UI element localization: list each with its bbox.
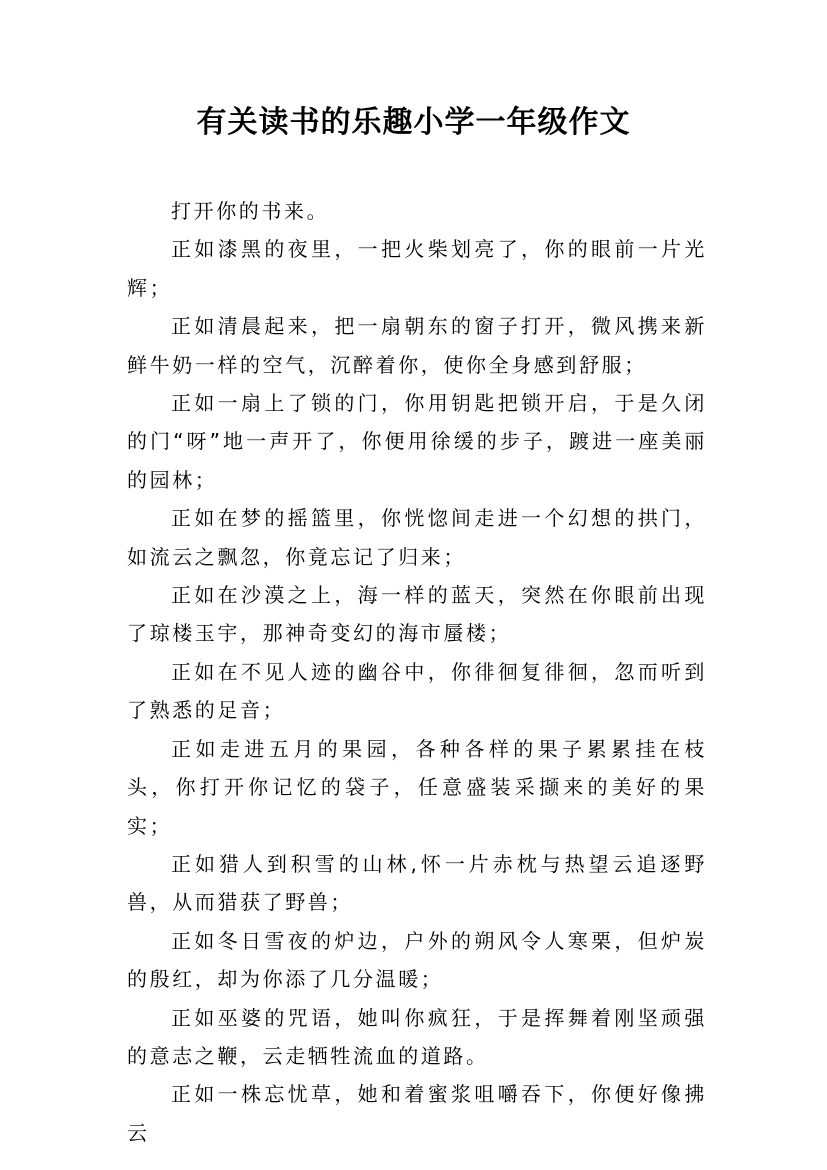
paragraph: 正如在不见人迹的幽谷中，你徘徊复徘徊，忽而听到了熟悉的足音； xyxy=(127,659,707,723)
paragraph: 正如清晨起来，把一扇朝东的窗子打开，微风携来新鲜牛奶一样的空气，沉醉着你，使你全身感到舒服； xyxy=(127,314,707,377)
document-title: 有关读书的乐趣小学一年级作文 xyxy=(196,105,631,140)
paragraph: 正如一株忘忧草，她和着蜜浆咀嚼吞下，你便好像拂云 xyxy=(127,1082,707,1145)
paragraph: 正如在沙漠之上，海一样的蓝天，突然在你眼前出现了琼楼玉宇，那神奇变幻的海市蜃楼； xyxy=(127,583,707,646)
paragraph: 正如冬日雪夜的炉边，户外的朔风令人寒栗，但炉炭的殷红，却为你添了几分温暖； xyxy=(127,928,707,992)
paragraph: 正如巫婆的咒语，她叫你疯狂，于是挥舞着刚坚顽强的意志之鞭，云走牺牲流血的道路。 xyxy=(127,1005,707,1068)
paragraph: 正如猎人到积雪的山林,怀一片赤枕与热望云追逐野兽，从而猎获了野兽； xyxy=(127,851,707,915)
paragraph: 打开你的书来。 xyxy=(171,199,330,223)
paragraph: 正如漆黑的夜里，一把火柴划亮了，你的眼前一片光辉； xyxy=(127,237,707,300)
paragraph: 正如在梦的摇篮里，你恍惚间走进一个幻想的拱门，如流云之飘忽，你竟忘记了归来； xyxy=(127,506,707,569)
document-body xyxy=(127,192,707,1152)
paragraph: 正如走进五月的果园，各种各样的果子累累挂在枝头，你打开你记忆的袋子，任意盛装采撷来的美好的果实； xyxy=(127,736,707,838)
paragraph: 正如一扇上了锁的门，你用钥匙把锁开启，于是久闭的门“呀”地一声开了，你便用徐缓的步子，踱进一座美丽的园林； xyxy=(127,391,707,492)
